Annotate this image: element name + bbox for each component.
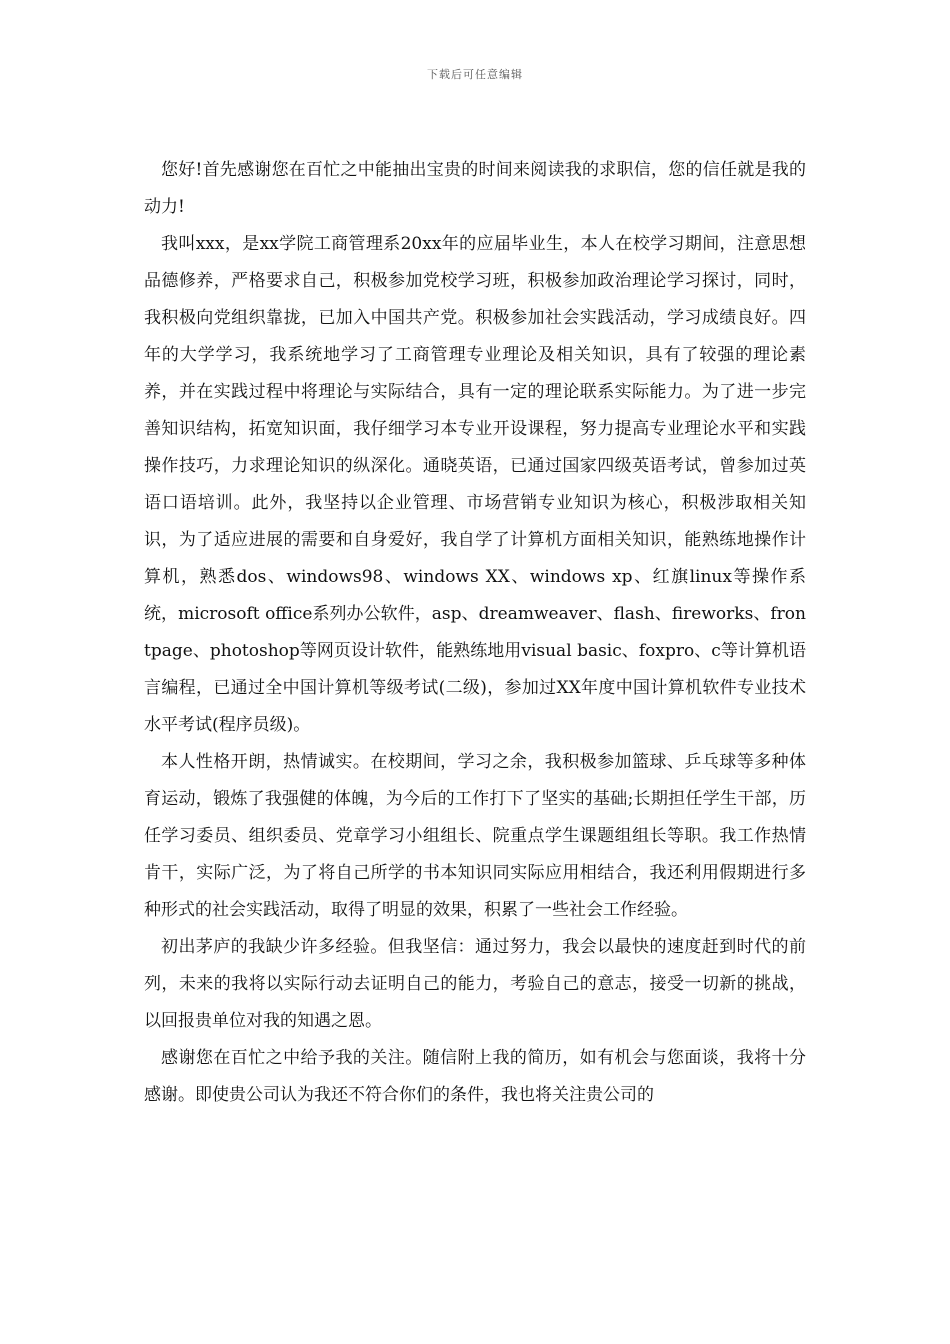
letter-paragraph-greeting: 您好!首先感谢您在百忙之中能抽出宝贵的时间来阅读我的求职信，您的信任就是我的动力! <box>144 160 806 217</box>
letter-paragraph-introduction: 我叫xxx，是xx学院工商管理系20xx年的应届毕业生，本人在校学习期间，注意思想品德修养，严格要求自己，积极参加党校学习班，积极参加政治理论学习探讨，同时，我积极向党组织靠拢，已加入中国共产党。积极参加社会实践活动，学习成绩良好。四年的大学学习，我系统地学习了工商管理专业理论及相关知识，具有了较强的理论素养，并在实践过程中将理论与实际结合，具有一定的理论联系实际能力。为了进一步完善知识结构，拓宽知识面，我仔细学习本专业开设课程，努力提高专业理论水平和实践操作技巧，力求理论知识的纵深化。通晓英语，已通过国家四级英语考试，曾参加过英语口语培训。此外，我坚持以企业管理、市场营销专业知识为核心，积极涉取相关知识，为了适应进展的需要和自身爱好，我自学了计算机方面相关知识，能熟练地操作计算机，熟悉dos、windows98、windows XX、windows xp、红旗linux等操作系统，microsoft office系列办公软件，asp、dreamweaver、flash、fireworks、frontpage、photoshop等网页设计软件，能熟练地用visual basic、foxpro、c等计算机语言编程，已通过全中国计算机等级考试(二级)，参加过XX年度中国计算机软件专业技术水平考试(程序员级)。 <box>144 234 806 735</box>
letter-paragraph-personality: 本人性格开朗，热情诚实。在校期间，学习之余，我积极参加篮球、乒乓球等多种体育运动，锻炼了我强健的体魄，为今后的工作打下了坚实的基础;长期担任学生干部，历任学习委员、组织委员、党章学习小组组长、院重点学生课题组组长等职。我工作热情肯干，实际广泛，为了将自己所学的书本知识同实际应用相结合，我还利用假期进行多种形式的社会实践活动，取得了明显的效果，积累了一些社会工作经验。 <box>144 752 806 920</box>
letter-paragraph-thanks: 感谢您在百忙之中给予我的关注。随信附上我的简历，如有机会与您面谈，我将十分感谢。即使贵公司认为我还不符合你们的条件，我也将关注贵公司的 <box>144 1048 806 1105</box>
letter-body <box>144 152 806 1114</box>
page-header-note: 下载后可任意编辑 <box>427 68 523 81</box>
letter-paragraph-commitment: 初出茅庐的我缺少许多经验。但我坚信：通过努力，我会以最快的速度赶到时代的前列，未来的我将以实际行动去证明自己的能力，考验自己的意志，接受一切新的挑战，以回报贵单位对我的知遇之恩。 <box>144 937 806 1031</box>
